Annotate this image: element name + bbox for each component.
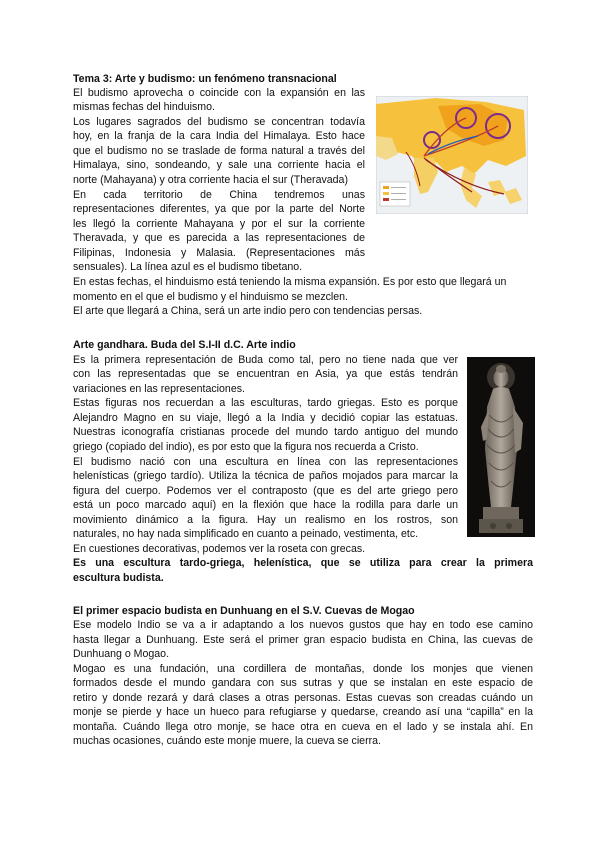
paragraph-line: Filipinas, Indonesia y Malasia. (Representaciones más [73,247,365,259]
paragraph-line: Los lugares sagrados del budismo se concentran todavía [73,116,365,128]
paragraph-line: En estas fechas, el hinduismo está teniendo la misma expansión. Es por esto que llegará un [73,276,507,288]
map-of-buddhism-expansion-icon [376,96,528,214]
paragraph-line: movimiento dinámico a la figura. Hay un realismo en los rostros, son [73,514,458,526]
paragraph-line: sensuales). La línea azul es el budismo tibetano. [73,261,303,273]
paragraph-line: Dunhuang o Mogao. [73,648,170,660]
paragraph-line: En cuestiones decorativas, podemos ver la roseta con grecas. [73,543,366,555]
paragraph-line: El budismo aprovecha o coincide con la expansión en las [73,87,365,99]
paragraph-line: hasta llegar a Dunhuang. Este será el primer gran espacio budista en China, las cuevas de [73,634,533,646]
paragraph-line: les llegó la corriente Mahayana y por el sur la corriente [73,218,365,230]
paragraph-line: mismas fechas del hinduismo. [73,101,215,113]
paragraph-line: El arte que llegará a China, será un arte indio pero con tendencias persas. [73,305,423,317]
paragraph-line: norte (Mahayana) y otra corriente hacia el sur (Theravada) [73,174,348,186]
paragraph-line: naturales, no hay nada simplificado en cuanto a peinado, vestimenta, etc. [73,528,419,540]
paragraph-line: Es la primera representación de Buda como tal, pero no tiene nada que ver [73,354,458,366]
section-2-heading: Arte gandhara. Buda del S.I-II d.C. Arte indio [73,339,296,351]
section-1-heading: Tema 3: Arte y budismo: un fenómeno transnacional [73,73,337,85]
bold-statement-line: Es una escultura tardo-griega, helenística, que se utiliza para crear la primera [73,557,533,569]
paragraph-line: griego (copiado del indio), es por esto que la figura nos recuerda a Cristo. [73,441,419,453]
paragraph-line: está un poco marcado aquí) en la flexión que hace la rodilla para darle un [73,499,458,511]
paragraph-line: retiro y donde rezará y dará clases a otras personas. Estas cuevas son creadas cuándo un [73,692,533,704]
paragraph-line: Nuestras iconografía cristianas procede del mundo tardo antiguo del mundo [73,426,458,438]
paragraph-line: muchas ocasiones, cuándo este monje muere, la cueva se cierra. [73,735,381,747]
paragraph-line: monje se pierde y hace un hueco para refugiarse y quedarse, creando así una “capilla” en la [73,706,533,718]
paragraph-line: Mogao es una fundación, una cordillera de montañas, donde los monjes que vienen [73,663,533,675]
paragraph-line: Ese modelo Indio se va a ir adaptando a los nuevos gustos que hay en todo ese camino [73,619,533,631]
paragraph-line: variaciones en las representaciones. [73,383,245,395]
paragraph-line: En cada territorio de China tendremos unas [73,189,365,201]
paragraph-line: Himalaya, sino, sondeando, y sale una corriente hacia el [73,159,365,171]
paragraph-line: hoy, en la franja de la cara India del Himalaya. Esto hace [73,130,365,142]
paragraph-line: momento en el que el budismo y el hinduismo se mezclen. [73,291,348,303]
paragraph-line: Estas figuras nos recuerdan a las esculturas, tardo griegas. Esto es porque [73,397,458,409]
paragraph-line: representaciones diferentes, ya que por la parte del Norte [73,203,365,215]
paragraph-line: Alejandro Magno en su viaje, llegó a la India y decidió copiar las estatuas. [73,412,458,424]
paragraph-line: Theravada, y que es parecida a las representaciones de [73,232,365,244]
paragraph-line: formados desde el mundo gandara con sus sutras y que se instalan en este espacio de [73,677,533,689]
paragraph-line: con las representadas que se encuentran en Asia, ya que estás tendrán [73,368,458,380]
paragraph-line: que el budismo no se traslade de forma natural a través del [73,145,365,157]
paragraph-line: El budismo nació con una escultura en línea con las representaciones [73,456,458,468]
paragraph-line: helenísticas (griego tardío). Utiliza la técnica de paños mojados para marcar la [73,470,458,482]
paragraph-line: montaña. Cuándo llega otro monje, se hace otra en cueva en el lado y se instala ahí. En [73,721,533,733]
paragraph-line: figura del cuerpo. Podemos ver el contraposto (que es del arte griego pero [73,485,458,497]
bold-statement-line: escultura budista. [73,572,164,584]
gandhara-buddha-statue-icon [467,357,535,537]
section-3-heading: El primer espacio budista en Dunhuang en el S.V. Cuevas de Mogao [73,605,415,617]
